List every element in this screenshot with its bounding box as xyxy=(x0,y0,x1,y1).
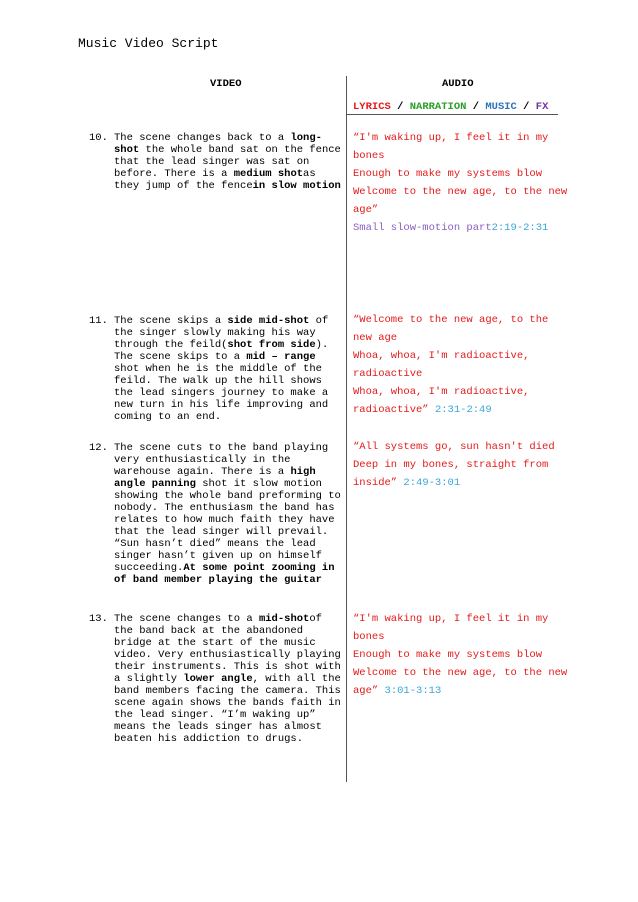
legend-lyrics: LYRICS xyxy=(353,101,391,113)
scene-description: The scene changes to a mid-shotof the band back at the abandoned bridge at the start of the music video. Very enthusiastically playing their instruments. This is shot with a slightly lower angle, with all the band members facing the camera. This scene again shows the bands faith in the lead singer. “I’m waking up” means the leads singer has almost beaten his addiction to drugs. xyxy=(114,613,341,745)
document-title: Music Video Script xyxy=(78,36,219,51)
legend-fx: FX xyxy=(535,101,549,113)
lyric-line: Enough to make my systems blow xyxy=(353,168,543,180)
lyric-line: Deep in my bones, straight from inside” 2:49-3:01 xyxy=(353,459,549,489)
legend-separator: / xyxy=(390,101,410,113)
lyric-line: Whoa, whoa, I'm radioactive, radioactive” 2:31-2:49 xyxy=(353,386,530,416)
timecode: 2:31-2:49 xyxy=(434,404,492,416)
scene-description: The scene cuts to the band playing very enthusiastically in the warehouse again. There is a high angle panning shot it slow motion showing the whole band preforming to nobody. The enthusiasm the band has relates to how much faith they have that the lead singer will prevail. “Sun hasn’t died” means the lead singer hasn’t given up on himself succeeding.At some point zooming in of band member playing the guitar xyxy=(114,442,341,586)
fx-note: Small slow-motion part2:19-2:31 xyxy=(353,222,549,234)
video-column-header: VIDEO xyxy=(210,78,242,90)
scene-number: 12. xyxy=(89,442,108,454)
scene-12-audio xyxy=(353,438,573,492)
scene-11-audio xyxy=(353,311,573,419)
scene-description: The scene changes back to a long-shot the whole band sat on the fence that the lead singer was sat on before. There is a medium shotas they jump of the fencein slow motion xyxy=(114,132,341,192)
audio-legend xyxy=(353,101,548,113)
legend-music: MUSIC xyxy=(485,101,517,113)
scene-13-audio xyxy=(353,610,573,700)
column-divider xyxy=(346,76,347,782)
legend-narration: NARRATION xyxy=(409,101,467,113)
timecode: 3:01-3:13 xyxy=(384,685,442,697)
scene-description: The scene skips a side mid-shot of the singer slowly making his way through the feild(shot from side). The scene skips to a mid – range shot when he is the middle of the feild. The walk up the hill shows the lead singers journey to make a new turn in his life improving and coming to an end. xyxy=(114,315,329,423)
lyric-line: Enough to make my systems blow xyxy=(353,649,543,661)
header-rule xyxy=(346,114,558,115)
audio-column-header: AUDIO xyxy=(442,78,474,90)
lyric-line: Whoa, whoa, I'm radioactive, radioactive xyxy=(353,350,530,380)
timecode: 2:49-3:01 xyxy=(403,477,461,489)
lyric-line: Welcome to the new age, to the new age” 3:01-3:13 xyxy=(353,667,568,697)
legend-separator: / xyxy=(466,101,486,113)
lyric-line: “Welcome to the new age, to the new age xyxy=(353,314,549,344)
scene-number: 13. xyxy=(89,613,108,625)
timecode: 2:19-2:31 xyxy=(491,222,549,234)
scene-number: 10. xyxy=(89,132,108,144)
lyric-line: “I'm waking up, I feel it in my bones xyxy=(353,613,549,643)
lyric-line: “All systems go, sun hasn't died xyxy=(353,441,555,453)
scene-number: 11. xyxy=(89,315,108,327)
lyric-line: “I'm waking up, I feel it in my bones xyxy=(353,132,549,162)
lyric-line: Welcome to the new age, to the new age” xyxy=(353,186,568,216)
scene-10-audio xyxy=(353,129,573,237)
legend-separator: / xyxy=(516,101,536,113)
